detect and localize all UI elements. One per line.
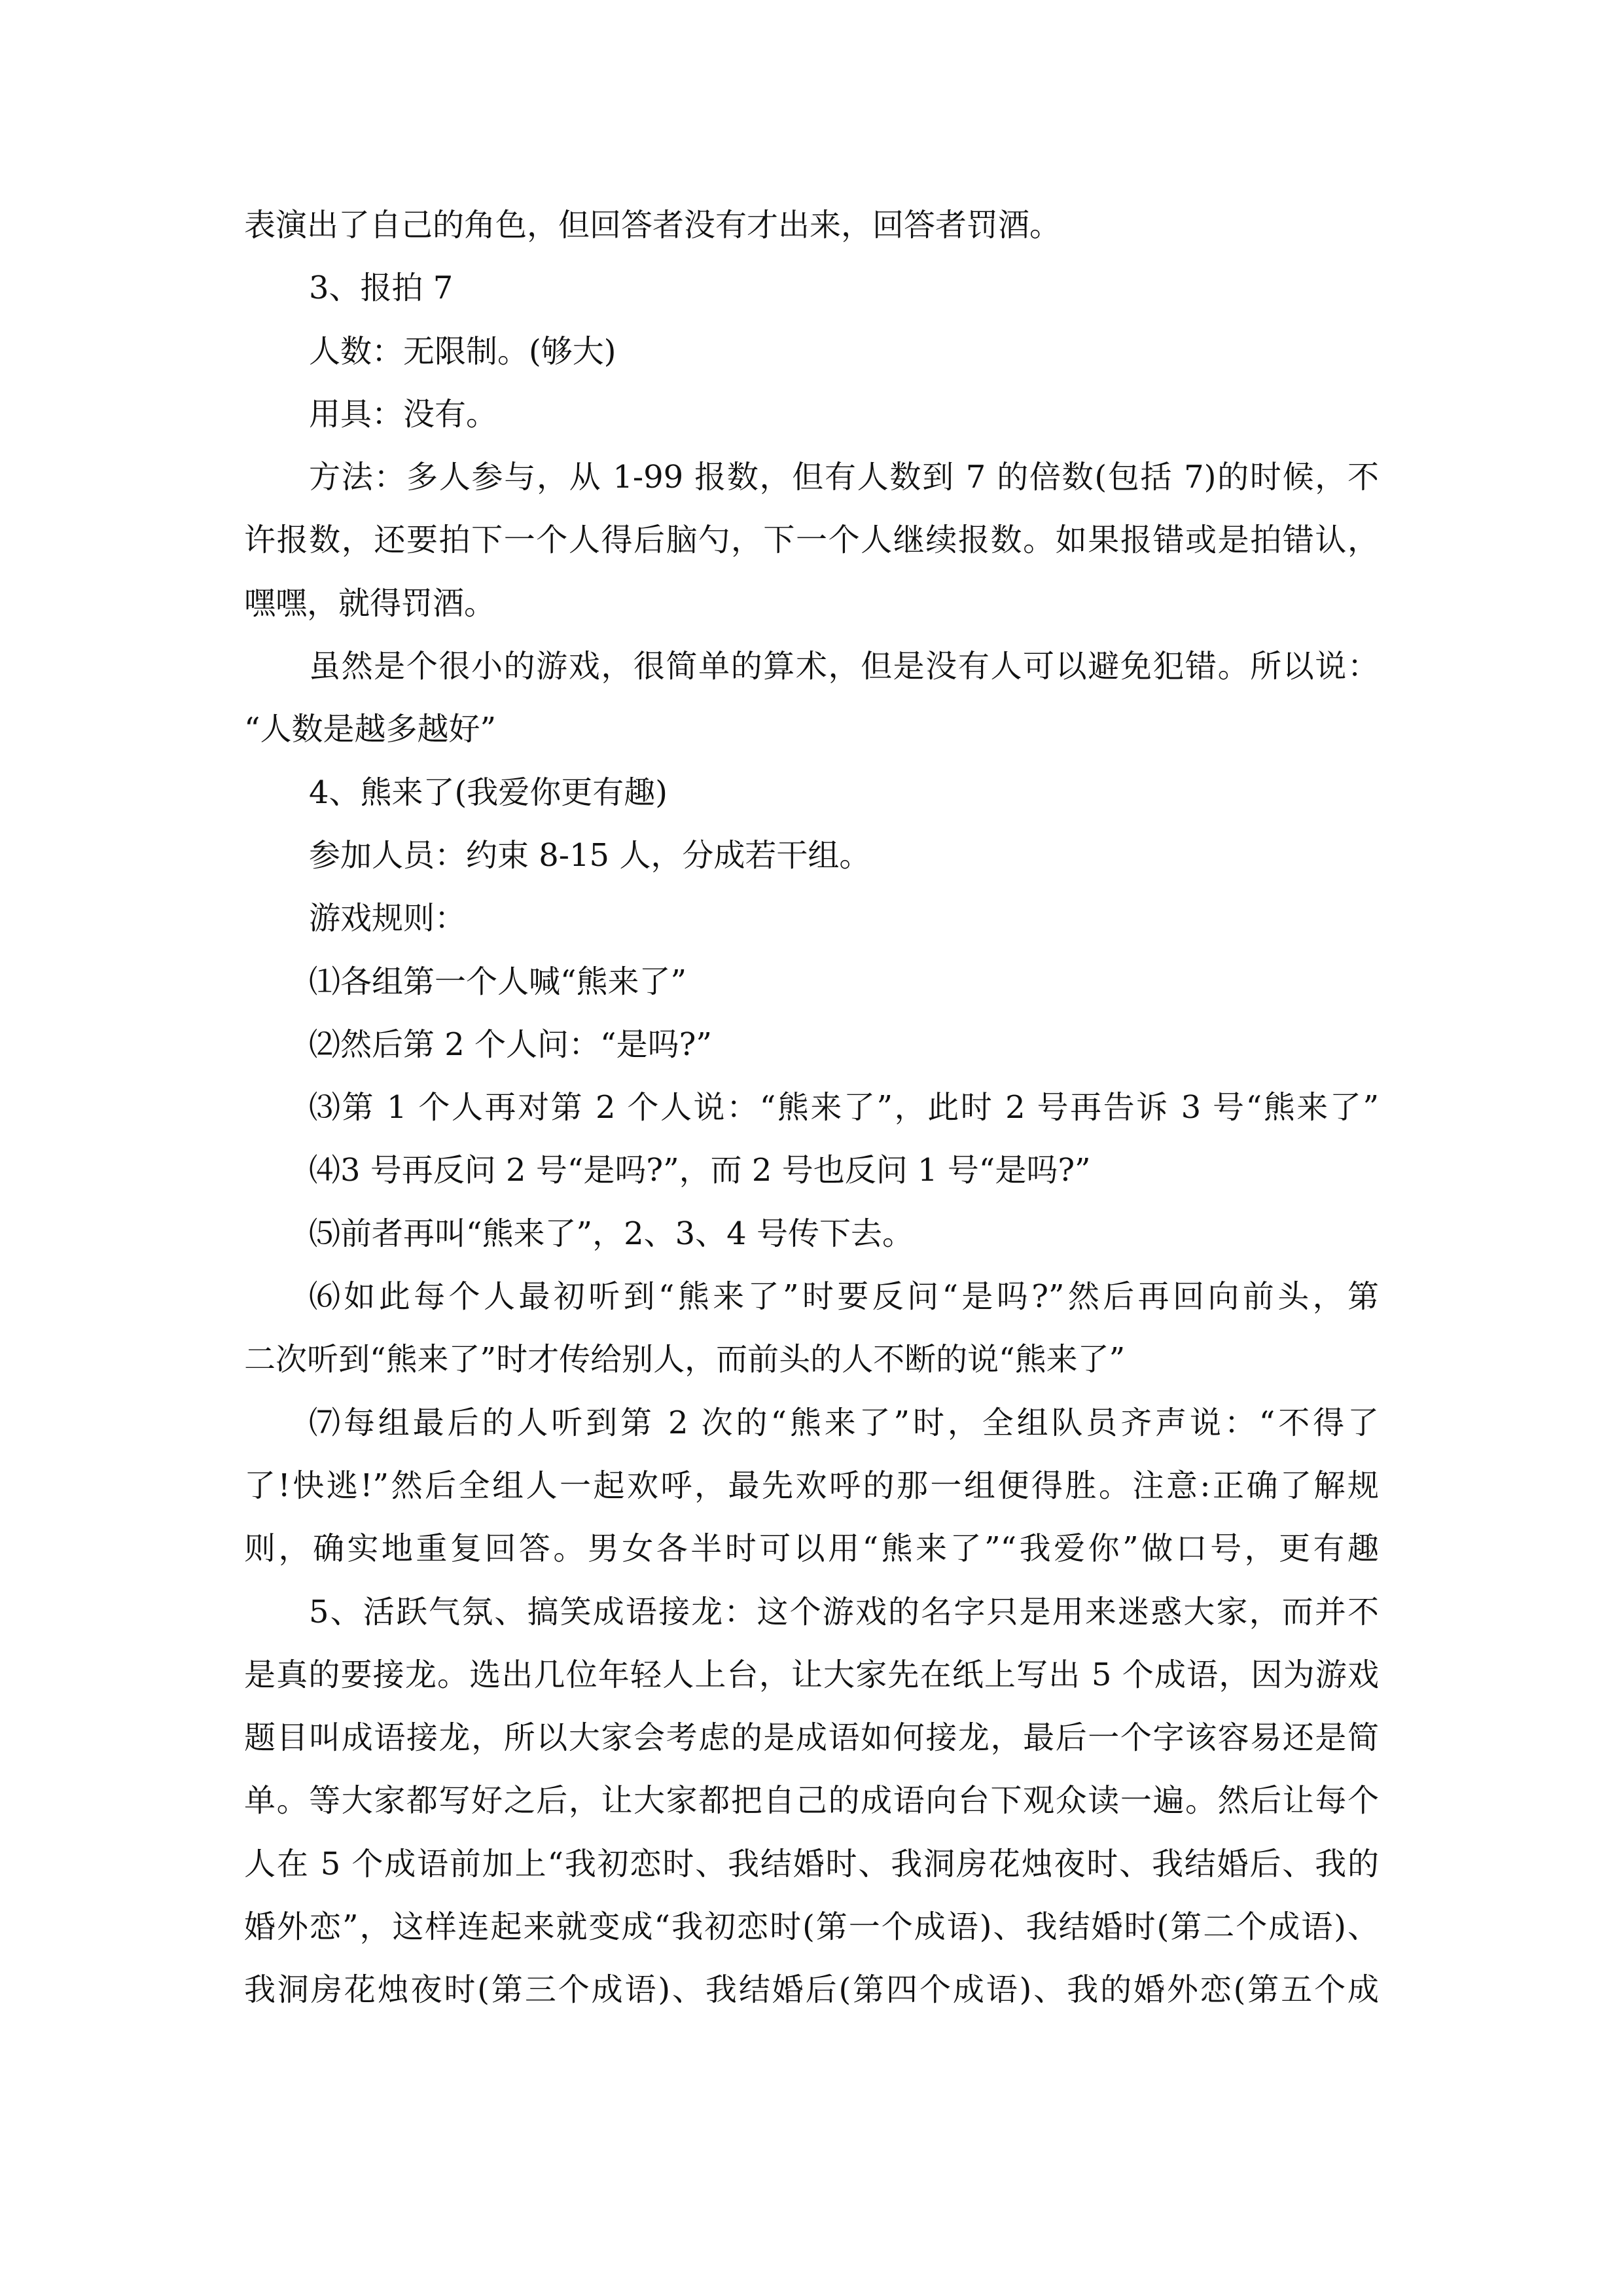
- text-line: 虽然是个很小的游戏，很简单的算术，但是没有人可以避免犯错。所以说：: [309, 648, 1379, 685]
- text-line: 二次听到“熊来了”时才传给别人，而前头的人不断的说“熊来了”: [244, 1341, 1126, 1378]
- text-line: 用具：没有。: [309, 395, 498, 433]
- section-heading-5: 5、活跃气氛、搞笑成语接龙：这个游戏的名字只是用来迷惑大家，而并不: [309, 1593, 1379, 1630]
- text-line: 参加人员：约束 8-15 人，分成若干组。: [309, 836, 871, 874]
- text-line: 表演出了自己的角色，但回答者没有才出来，回答者罚酒。: [244, 207, 1061, 243]
- text-line: 婚外恋”，这样连起来就变成“我初恋时(第一个成语)、我结婚时(第二个成语)、: [244, 1909, 1379, 1946]
- text-line: 我洞房花烛夜时(第三个成语)、我结婚后(第四个成语)、我的婚外恋(第五个成: [244, 1971, 1379, 2009]
- text-line: “人数是越多越好”: [244, 711, 497, 748]
- rule-item-4: ⑷3 号再反问 2 号“是吗?”，而 2 号也反问 1 号“是吗?”: [309, 1152, 1091, 1189]
- text-line: 题目叫成语接龙，所以大家会考虑的是成语如何接龙，最后一个字该容易还是简: [244, 1719, 1379, 1757]
- text-line: 许报数，还要拍下一个人得后脑勺，下一个人继续报数。如果报错或是拍错认，: [244, 522, 1379, 559]
- text-line: 方法：多人参与，从 1-99 报数，但有人数到 7 的倍数(包括 7)的时候，不: [309, 459, 1379, 496]
- text-line: 是真的要接龙。选出几位年轻人上台，让大家先在纸上写出 5 个成语，因为游戏: [244, 1656, 1379, 1693]
- text-line: 嘿嘿，就得罚酒。: [244, 584, 496, 622]
- text-line: 人数：无限制。(够大): [309, 332, 616, 370]
- section-heading-3: 3、报拍 7: [309, 270, 454, 307]
- rule-item-5: ⑸前者再叫“熊来了”，2、3、4 号传下去。: [309, 1215, 914, 1252]
- rule-item-3: ⑶第 1 个人再对第 2 个人说：“熊来了”，此时 2 号再告诉 3 号“熊来了”: [309, 1089, 1379, 1126]
- rule-item-6: ⑹如此每个人最初听到“熊来了”时要反问“是吗?”然后再回向前头，第: [309, 1278, 1379, 1316]
- text-line: 则，确实地重复回答。男女各半时可以用“熊来了”“我爱你”做口号，更有趣: [244, 1530, 1379, 1568]
- text-line: 了!快逃!”然后全组人一起欢呼，最先欢呼的那一组便得胜。注意:正确了解规: [244, 1467, 1379, 1504]
- text-line: 游戏规则：: [309, 900, 467, 937]
- text-line: 单。等大家都写好之后，让大家都把自己的成语向台下观众读一遍。然后让每个: [244, 1782, 1379, 1820]
- text-line: 人在 5 个成语前加上“我初恋时、我结婚时、我洞房花烛夜时、我结婚后、我的: [244, 1845, 1379, 1882]
- rule-item-2: ⑵然后第 2 个人问：“是吗?”: [309, 1026, 712, 1063]
- document-body: [244, 203, 1379, 2031]
- rule-item-1: ⑴各组第一个人喊“熊来了”: [309, 963, 687, 1000]
- section-heading-4: 4、熊来了(我爱你更有趣): [309, 774, 668, 811]
- rule-item-7: ⑺每组最后的人听到第 2 次的“熊来了”时，全组队员齐声说：“不得了: [309, 1404, 1379, 1441]
